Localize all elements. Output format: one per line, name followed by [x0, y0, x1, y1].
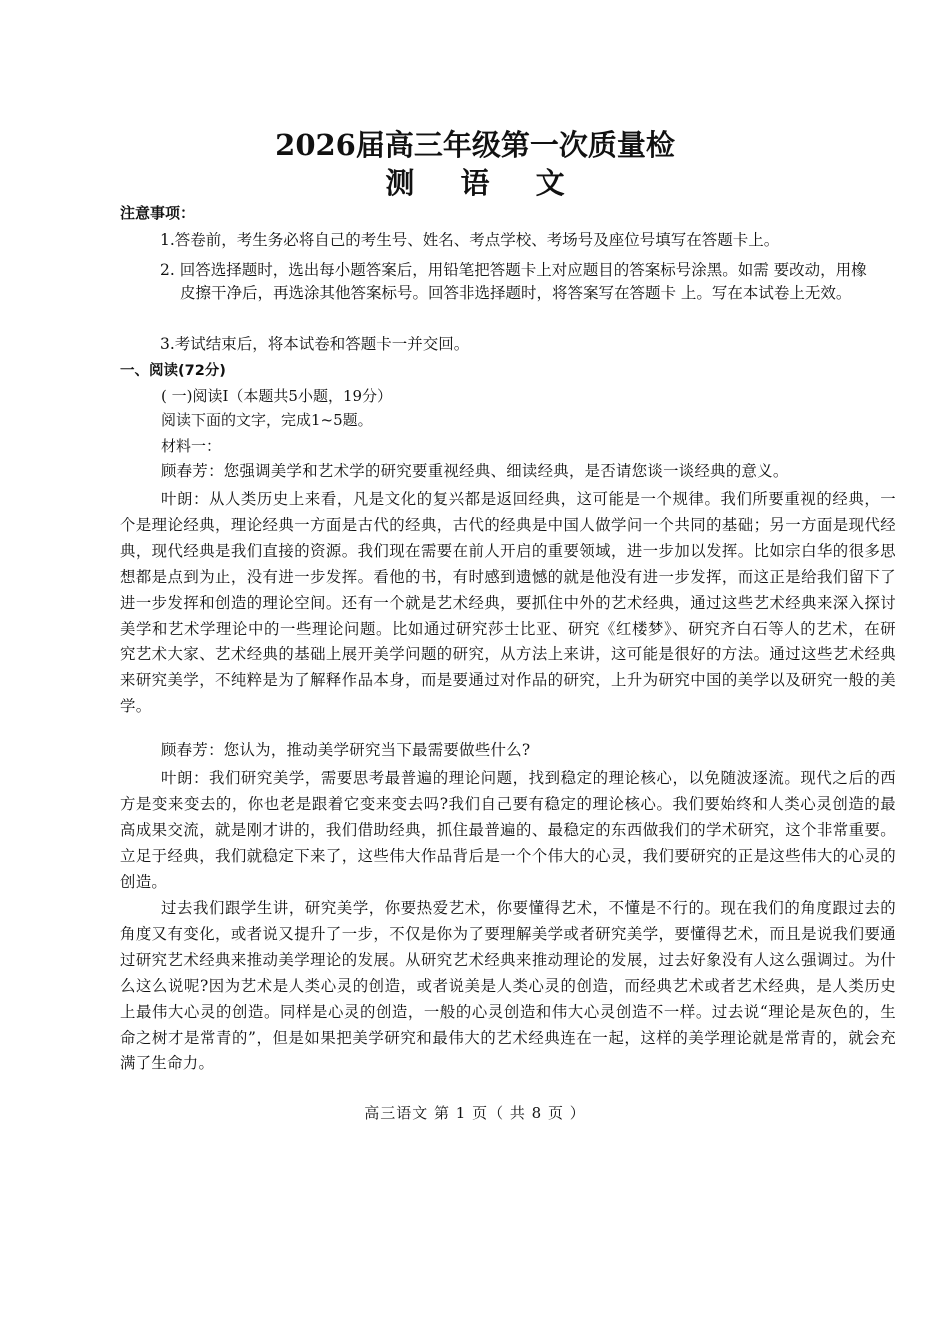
- notice-item-1: 1.答卷前，考生务必将自己的考生号、姓名、考点学校、考场号及座位号填写在答题卡上。: [160, 231, 780, 249]
- reading-instruction: 阅读下面的文字，完成1~5题。: [161, 411, 373, 429]
- paragraph-question-2: 顾春芳：您认为，推动美学研究当下最需要做些什么?: [161, 741, 531, 759]
- paragraph-question-1: 顾春芳：您强调美学和艺术学的研究要重视经典、细读经典，是否请您谈一谈经典的意义。: [161, 462, 789, 480]
- notice-item-2: 2. 回答选择题时，选出每小题答案后，用铅笔把答题卡上对应题目的答案标号涂黑。如需 要改动，用橡皮擦干净后，再选涂其他答案标号。回答非选择题时，将答案写在答题卡 上。写在本试卷上无效。: [160, 261, 867, 302]
- section-heading: 一、阅读(72分): [120, 363, 226, 379]
- exam-title: 2026届高三年级第一次质量检: [275, 128, 675, 162]
- notice-item-3: 3.考试结束后，将本试卷和答题卡一并交回。: [160, 335, 470, 353]
- page-footer: 高三语文 第 1 页（ 共 8 页 ）: [364, 1104, 586, 1122]
- paragraph-continuation: 过去我们跟学生讲，研究美学，你要热爱艺术，你要懂得艺术，不懂是不行的。现在我们的角度跟过去的角度又有变化，或者说又提升了一步，不仅是你为了要理解美学或者研究美学，要懂得艺术，而且是说我们要通过研究艺术经典来推动美学理论的发展。从研究艺术经典来推动理论的发展，过去好象没有人这么强调过。为什么这么说呢?因为艺术是人类心灵的创造，或者说美是人类心灵的创造，而经典艺术或者艺术经典，是人类历史上最伟大心灵的创造。同样是心灵的创造，一般的心灵创造和伟大心灵创造不一样。过去说“理论是灰色的，生命之树才是常青的”，但是如果把美学研究和最伟大的艺术经典连在一起，这样的美学理论就是常青的，就会充满了生命力。: [120, 899, 896, 1073]
- paragraph-answer-2: 叶朗：我们研究美学，需要思考最普遍的理论问题，找到稳定的理论核心，以免随波逐流。现代之后的西方是变来变去的，你也老是跟着它变来变去吗?我们自己要有稳定的理论核心。我们要始终和人类心灵创造的最高成果交流，就是刚才讲的，我们借助经典，抓住最普遍的、最稳定的东西做我们的学术研究，这个非常重要。立足于经典，我们就稳定下来了，这些伟大作品背后是一个个伟大的心灵，我们要研究的正是这些伟大的心灵的创造。: [120, 769, 896, 891]
- notice-heading: 注意事项：: [120, 204, 196, 222]
- exam-subtitle: 测 语 文: [385, 166, 583, 200]
- paragraph-answer-1: 叶朗：从人类历史上来看，凡是文化的复兴都是返回经典，这可能是一个规律。我们所要重视的经典，一个是理论经典，理论经典一方面是古代的经典，古代的经典是中国人做学问一个共同的基础；另一方面是现代经典，现代经典是我们直接的资源。我们现在需要在前人开启的重要领域，进一步加以发挥。比如宗白华的很多思想都是点到为止，没有进一步发挥。看他的书，有时感到遗憾的就是他没有进一步发挥，而这正是给我们留下了进一步发挥和创造的理论空间。还有一个就是艺术经典，要抓住中外的艺术经典，通过这些艺术经典来深入探讨美学和艺术学理论中的一些理论问题。比如通过研究莎士比亚、研究《红楼梦》、研究齐白石等人的艺术，在研究艺术大家、艺术经典的基础上展开美学问题的研究，从方法上来讲，这可能是很好的方法。通过这些艺术经典来研究美学，不纯粹是为了解释作品本身，而是要通过对作品的研究，上升为研究中国的美学以及研究一般的美学。: [120, 490, 896, 716]
- part-heading: ( 一)阅读Ⅰ（本题共5小题，19分）: [161, 387, 393, 405]
- material-label: 材料一：: [161, 437, 222, 455]
